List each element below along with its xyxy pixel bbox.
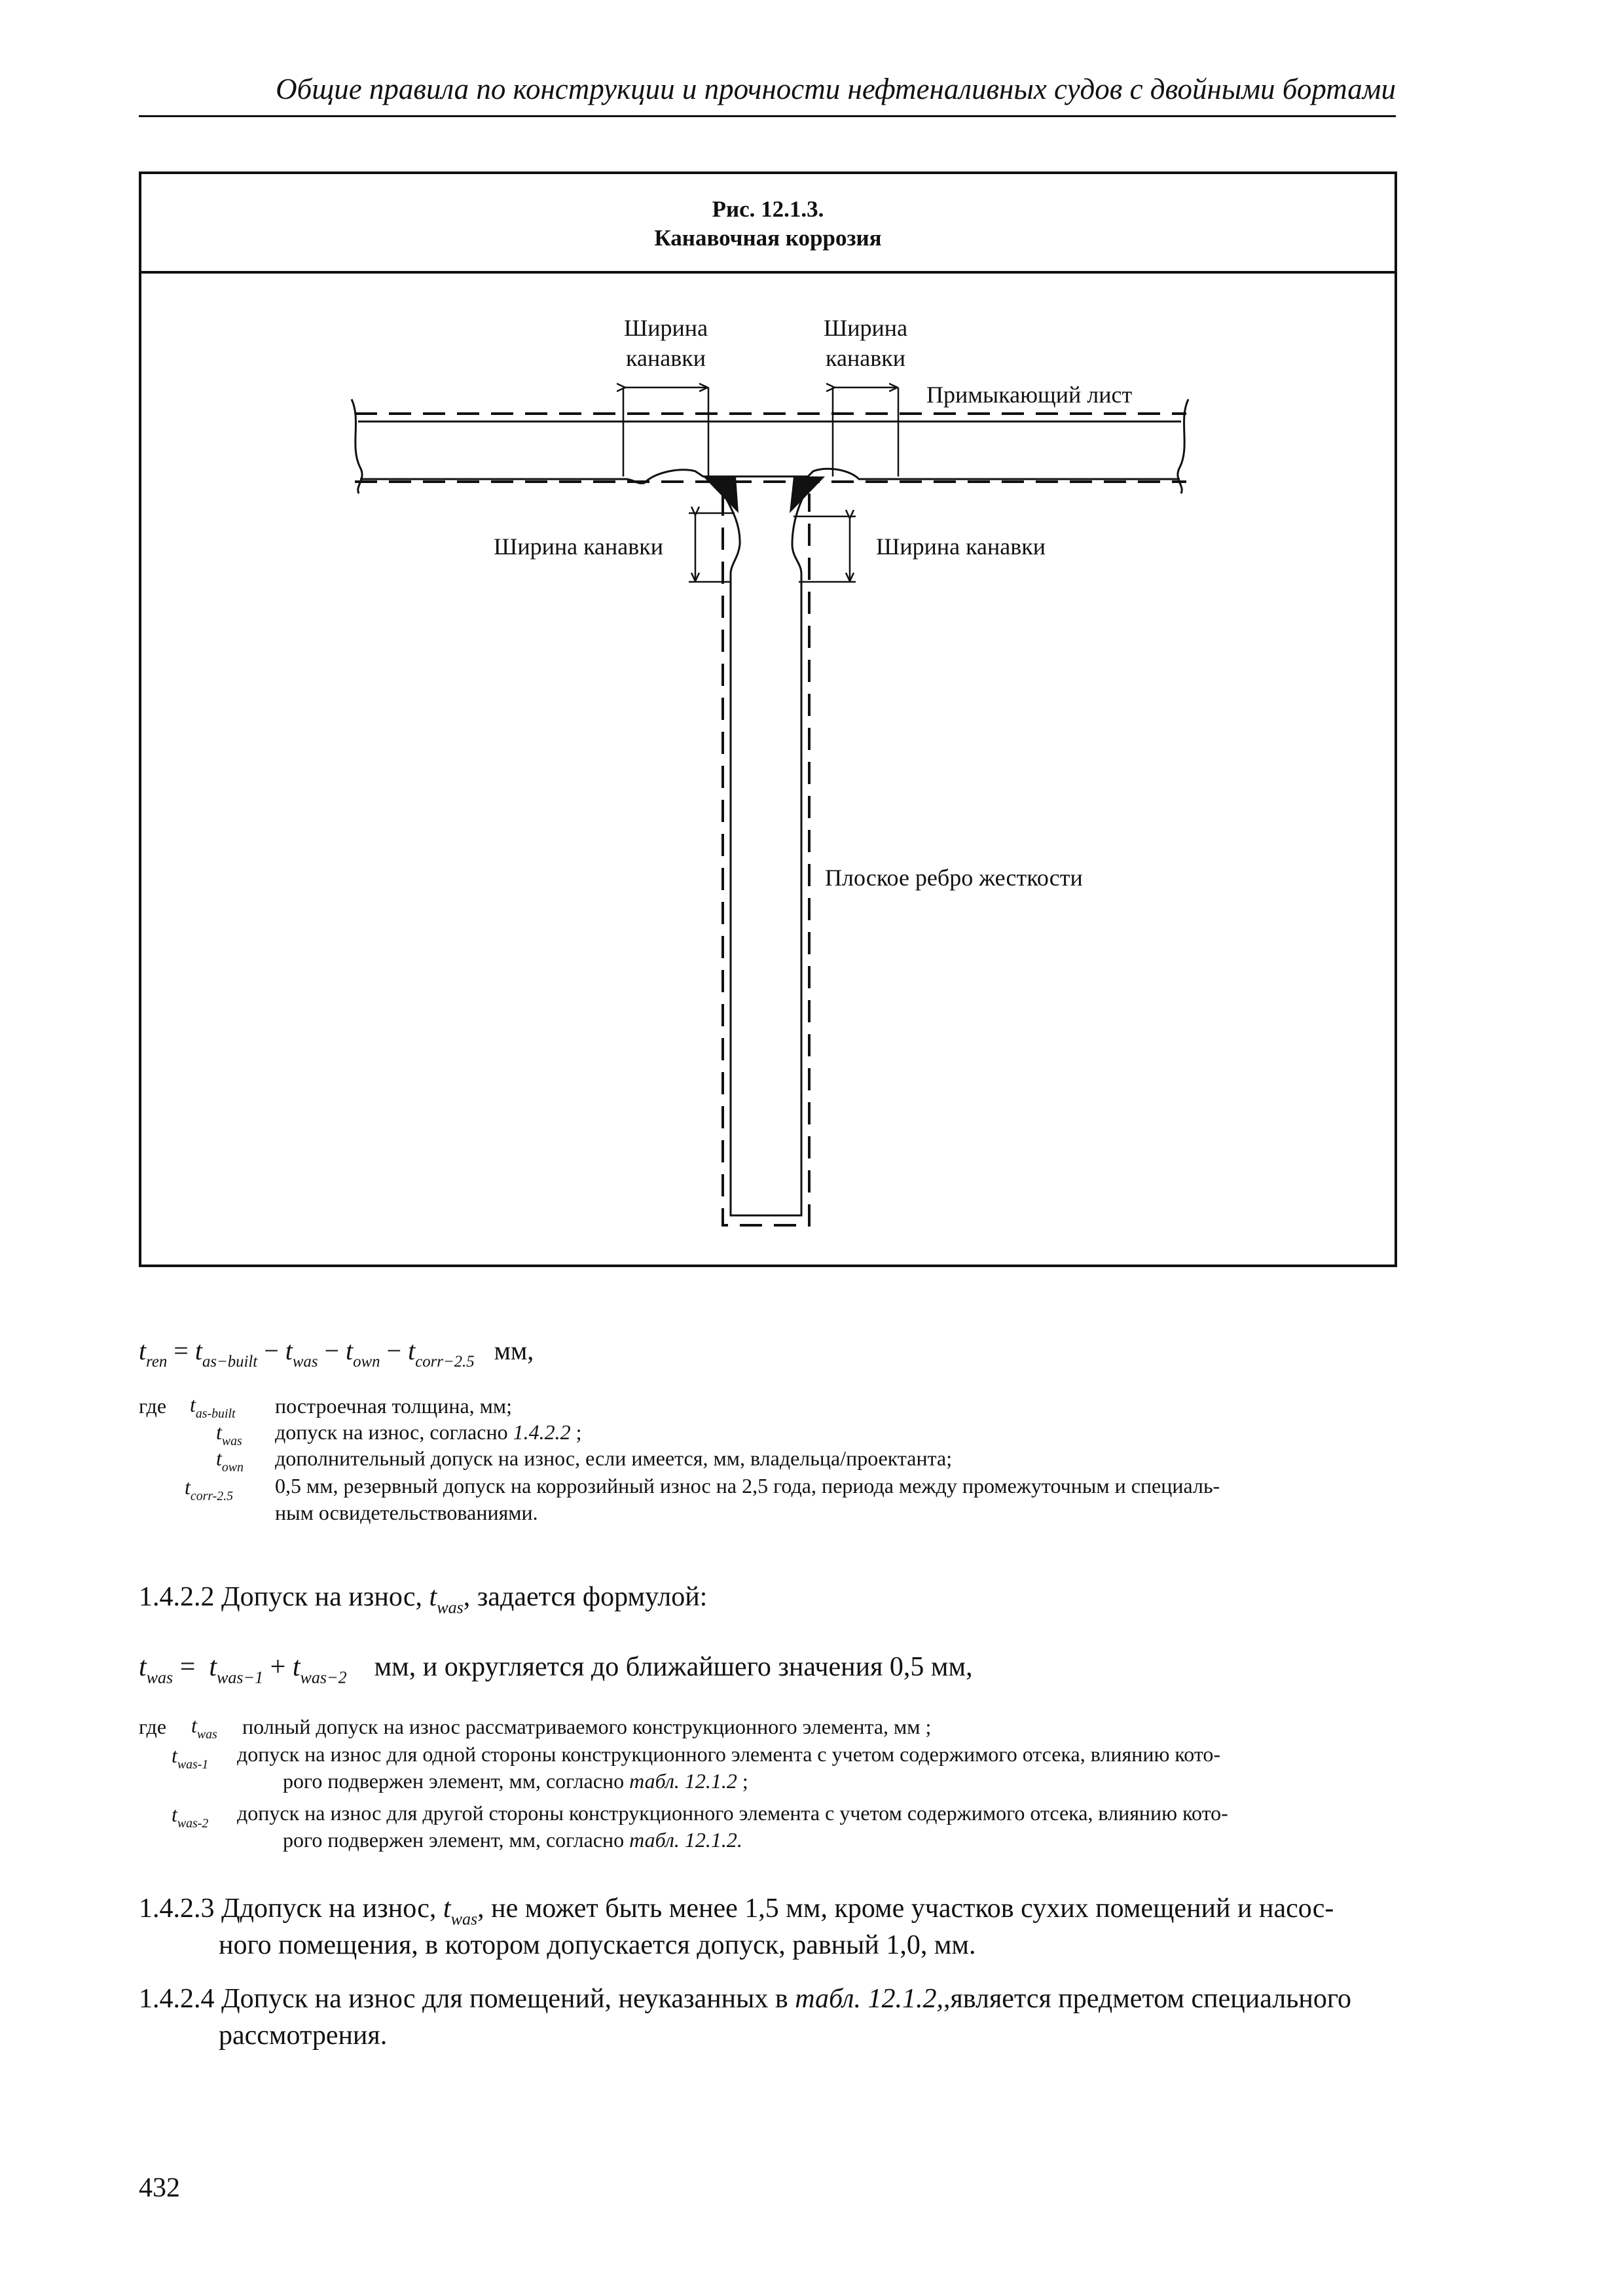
- label-groove-side-left: Ширина канавки: [494, 533, 664, 560]
- running-header: Общие правила по конструкции и прочности нефтеналивных судов с двойными бортами: [276, 73, 1396, 105]
- def-text-as-built: построечная толщина, мм;: [275, 1394, 513, 1418]
- stiffener-outline: [715, 476, 813, 1215]
- ref-table-2[interactable]: табл. 12.1.2.: [629, 1828, 742, 1852]
- where-label-1: где: [139, 1394, 167, 1418]
- def2-sym-was: $t_{was}$: [191, 1713, 217, 1742]
- ref-table-1[interactable]: табл. 12.1.2: [629, 1769, 737, 1793]
- label-groove-side-right: Ширина канавки: [876, 533, 1046, 560]
- figure-title: Канавочная коррозия: [654, 225, 882, 251]
- figure-number: Рис. 12.1.3.: [712, 196, 824, 222]
- def2-text-was: полный допуск на износ рассматриваемого конструкционного элемента, мм ;: [242, 1715, 932, 1738]
- ref-table-3[interactable]: табл. 12.1.2,: [795, 1984, 943, 2014]
- groove-corrosion-drawing: [139, 171, 1397, 1267]
- def-text-corr: 0,5 мм, резервный допуск на коррозийный износ на 2,5 года, периода между промежуточным и специаль- ным освидетельствованиями.: [275, 1474, 1220, 1524]
- label-groove-top-right: Ширина канавки: [823, 315, 908, 371]
- def2-text-was1: допуск на износ для одной стороны конструкционного элемента с учетом содержимого отсека, влиянию кото- рого подвержен элемент, мм, согласно табл. 12.1.2 ;: [237, 1742, 1221, 1793]
- def-text-was: допуск на износ, согласно 1.4.2.2 ;: [275, 1420, 582, 1444]
- def-sym-was: $t_{was}$: [216, 1420, 242, 1448]
- stiffener-dashed: [723, 493, 809, 1225]
- def2-text-was2: допуск на износ для другой стороны конструкционного элемента с учетом содержимого отсека, влиянию кото- рого подвержен элемент, мм, согласно табл. 12.1.2.: [237, 1801, 1228, 1852]
- where-label-2: где: [139, 1715, 167, 1738]
- def2-sym-was2: $t_{was-2}$: [172, 1803, 209, 1831]
- formula-t-was: $t_{was} = t_{was-1} + t_{was-2}$ мм, и округляется до ближайшего значения 0,5 мм,: [139, 1652, 973, 1687]
- label-flat-bar-stiffener: Плоское ребро жесткости: [825, 865, 1083, 891]
- ref-section[interactable]: 1.4.2.2: [513, 1420, 571, 1444]
- paragraph-1-4-2-2: 1.4.2.2 Допуск на износ, $t_{was}$, задается формулой:: [139, 1582, 708, 1617]
- def-sym-corr: $t_{corr-2.5}$: [185, 1475, 234, 1503]
- def-text-own: дополнительный допуск на износ, если имеется, мм, владельца/проектанта;: [275, 1446, 953, 1470]
- def-sym-as-built: $t_{as-built}$: [190, 1393, 236, 1421]
- header-rule: [139, 115, 1396, 117]
- page-number: 432: [139, 2173, 180, 2203]
- label-adjacent-plate: Примыкающий лист: [926, 382, 1133, 408]
- paragraph-1-4-2-4: 1.4.2.4 Допуск на износ для помещений, неуказанных в табл. 12.1.2,,является предметом специального рассмотрения.: [139, 1984, 1352, 2051]
- def2-sym-was1: $t_{was-1}$: [172, 1744, 209, 1772]
- formula-t-ren: $t_{ren} = t_{as-built} - t_{was} - t_{own} - t_{corr-2.5}$ мм,: [139, 1336, 534, 1371]
- paragraph-1-4-2-3: 1.4.2.3 Ддопуск на износ, $t_{was}$, не может быть менее 1,5 мм, кроме участков сухих помещений и насос- ного помещения, в котором допускается допуск, равный 1,0, мм.: [139, 1893, 1334, 1960]
- label-groove-top-left: Ширина канавки: [623, 315, 708, 371]
- def-sym-own: $t_{own}$: [216, 1446, 244, 1475]
